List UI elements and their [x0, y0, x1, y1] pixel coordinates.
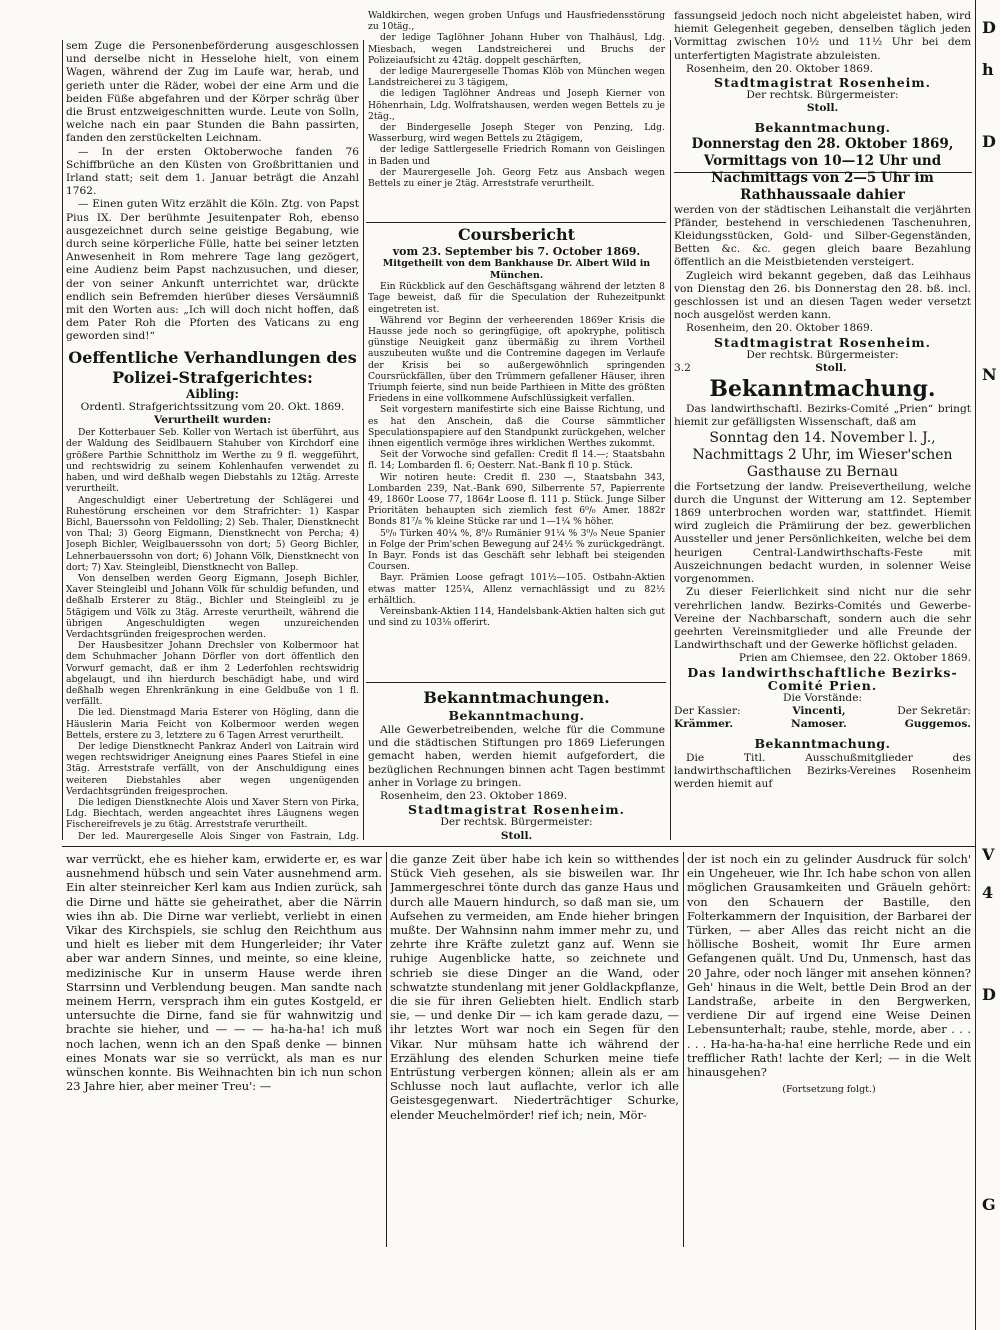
- court-entry: Der ledige Dienstknecht Pankraz Anderl von Laitrain wird wegen rechtswidriger Aneignung eines Paares Stiefel in eine 3täg. Arreststrafe verfällt, von der Anschuldigung eines weiteren Diebstahles aber wegen ungenügenden Verdachtsgründen freigesprochen.: [66, 740, 359, 797]
- coursbericht-title: Coursbericht: [457, 225, 576, 244]
- event-date: Sonntag den 14. November l. J., Nachmittags 2 Uhr, im Wieser'schen Gasthause zu Bernau: [692, 429, 953, 480]
- edge-glyph: N: [982, 365, 997, 384]
- signature-row: [674, 705, 971, 718]
- signature-magistrat: Stadtmagistrat Rosenheim.: [407, 802, 626, 818]
- coursbericht-date: vom 23. September bis 7. October 1869.: [392, 245, 641, 258]
- court-entry: Angeschuldigt einer Uebertretung der Schlägerei und Ruhestörung erscheinen vor dem Strafrichter: 1) Kaspar Bichl, Bauerssohn von Feldolling; 2) Seb. Thaler, Dienstknecht von Thal; 3) Georg Eigmann, Dienstknecht von Percha; 4) Joseph Bichler, Weiglbauerssohn von dort; 5) Georg Bichler, Lehnerbauerssohn von dort; 6) Johann Völk, Dienstknecht von dort; 7) Xav. Steingleibl, Dienstknecht von Ballep.: [66, 494, 359, 573]
- court-entry: der Maurergeselle Joh. Georg Fetz aus Ansbach wegen Bettels zu einer je 2täg. Arreststrafe verurtheilt.: [368, 166, 665, 190]
- column-rule: [683, 852, 684, 1247]
- section-heading: Oeffentliche Verhandlungen des Polizei-Strafgerichtes:: [68, 347, 357, 387]
- section-rule: [62, 846, 975, 847]
- announcement-text: Zugleich wird bekannt gegeben, daß das Leihhaus von Dienstag den 26. bis Donnerstag den 28. bß. incl. geschlossen ist und an diesen Tagen weder versetzt noch ausgelöst werden kann.: [674, 269, 971, 322]
- signature-cell: Guggemos.: [904, 718, 971, 731]
- article-text: sem Zuge die Personenbeförderung ausgeschlossen und derselbe nicht in Hesselohe hielt, von einem Wagen, während der Zug im Laufe war, herab, und gerieth unter die Räder, wobei der eine Arm und die beiden Füße abgefahren und der Körper schräg über die Brust entzweigeschnitten wurde. Leute von Solln, welche nach ein paar Stunden die Bahn passirten, fanden den zerstückelten Leichnam.: [66, 40, 359, 145]
- column-2-coursbericht: [368, 225, 665, 680]
- announcement-text: die Fortsetzung der landw. Preisevertheilung, welche durch die Ungunst der Witterung am 12. September 1869 unterbrochen worden war, stattfindet. Hiemit wird zugleich die Prämiirung der bez. gewerblichen Aussteller und jener Persönlichkeiten, welche bei dem heurigen Central-Landwirthschafts-Feste mit Auszeichnungen bedacht wurden, in solenner Weise vorgenommen.: [674, 480, 971, 586]
- column-rule: [975, 0, 976, 1330]
- announcement-heading: Bekanntmachung.: [754, 119, 891, 135]
- signature-magistrat: Stadtmagistrat Rosenheim.: [713, 334, 932, 350]
- announcement-text: werden von der städtischen Leihanstalt die verjährten Pfänder, bestehend in verschiedenen Taschenuhren, Kleidungsstücken, Gold- und Silber-Gegenständen, Betten &c. &c. gegen gleich baare Bezahlung öffentlich an die Meistbietenden versteigert.: [674, 203, 971, 269]
- signature-title: Der rechtsk. Bürgermeister:: [746, 89, 899, 102]
- signature-row: [674, 718, 971, 731]
- signature-cell: Namoser.: [791, 718, 847, 731]
- announcement-text: Zu dieser Feierlichkeit sind nicht nur die sehr verehrlichen landw. Bezirks-Comités und Gewerbe-Vereine der Nachbarschaft, sondern auch die sehr geehrten Vereinsmitglieder und alle Freunde der Landwirthschaft und der Gewerke höflichst geladen.: [674, 586, 971, 652]
- edge-glyph: D: [982, 18, 996, 37]
- section-rule: [366, 222, 666, 223]
- adjacent-page-edge: [980, 0, 1000, 1330]
- announcements-title: Bekanntmachungen.: [423, 688, 610, 707]
- signature-title: Der rechtsk. Bürgermeister:: [746, 348, 899, 361]
- court-entry: der Bindergeselle Joseph Steger von Penzing, Ldg. Wasserburg, wird wegen Bettels zu 2tägigem,: [368, 122, 665, 145]
- article-text: — In der ersten Oktoberwoche fanden 76 Schiffbrüche an den Küsten von Großbrittanien und Irland statt; seit dem 1. Januar beträgt die Anzahl 1762.: [66, 145, 359, 198]
- auction-date: Donnerstag den 28. Oktober 1869, Vormittags von 10—12 Uhr und Nachmittags von 2—5 Uhr im Rathhaussaale dahier: [691, 135, 954, 203]
- court-entry: Die led. Dienstmagd Maria Esterer von Högling, dann die Häuslerin Maria Feicht von Kolbermoor werden wegen Bettels, erstere zu 3, letztere zu 6 Tagen Arrest verurtheilt.: [66, 707, 359, 741]
- story-column-2: [390, 852, 679, 1247]
- announcement-heading: Bekanntmachung.: [448, 708, 585, 723]
- story-column-1: [66, 852, 382, 1247]
- course-text: 5⁰/₀ Türken 40¼ %, 8⁰/₀ Rumänier 91¼ % 3⁰/₀ Neue Spanier in Folge der Prim'schen Bewegung auf 24½ % zurückgedrängt. In Bayr. Fonds ist das Geschäft sehr lebhaft bei steigenden Coursen.: [368, 527, 665, 573]
- story-text: war verrückt, ehe es hieher kam, erwiderte er, es war ausnehmend hübsch und sein Vater ausnehmend arm. Ein alter steinreicher Kerl kam aus Indien zurück, sah die Dirne und hätte sie geheirathet, aber die Närrin wies ihn ab. Die Dirne war verliebt, verliebt in einen Vikar des Kirchspiels, sie schlug den Reichthum aus und hielt es lieber mit dem Hungerleider; ihr Vater aber war andern Sinnes, und meinte, so eine kleine, medizinische Kur in unserm Hause werde ihren Starrsinn und Verblendung beugen. Man sandte nach meinem Herrn, versprach ihm ein gutes Kostgeld, er untersuchte die Dirne, fand sie für wahnwitzig und brachte sie hieher, und — — — ha-ha-ha! ich muß noch lachen, wenn ich an den Spaß denke — binnen eines Monats war sie so verrückt, als man es nur wünschen konnte. Bis Weihnachten bin ich nun schon 23 Jahre hier, aber meiner Treu': —: [66, 852, 382, 1094]
- announcement-date: Rosenheim, den 20. Oktober 1869.: [686, 322, 874, 335]
- court-entry: die ledigen Taglöhner Andreas und Joseph Kierner von Höhenrhain, Ldg. Wolfratshausen, werden wegen Bettels zu je 2täg.,: [368, 88, 665, 122]
- column-2-announcements: [368, 688, 665, 842]
- announcement-text: Die Titl. Ausschußmitglieder des landwirthschaftlichen Bezirks-Vereines Rosenheim werden hiemit auf: [674, 751, 971, 790]
- announcement-heading-large: Bekanntmachung.: [709, 376, 936, 403]
- signature-cell: Krämmer.: [674, 718, 734, 731]
- court-entry: Waldkirchen, wegen groben Unfugs und Hausfriedensstörung zu 10täg.,: [368, 10, 665, 33]
- signature-title: Die Vorstände:: [782, 691, 863, 704]
- column-1: [66, 40, 359, 842]
- course-text: Vereinsbank-Aktien 114, Handelsbank-Aktien halten sich gut und sind zu 103⅛ offerirt.: [368, 606, 665, 629]
- signature-title: Der rechtsk. Bürgermeister:: [440, 816, 593, 829]
- court-entry: Der Kotterbauer Seb. Koller von Wertach ist überführt, aus der Waldung des Seidlbauern Stahuber von Kirchdorf eine größere Parthie Schnittholz im Werthe zu 9 fl. weggeführt, und rechtswidrig zu seinem Kohlenhaufen verwendet zu haben, und wird deßhalb wegen Diebstahls zu 12täg. Arreste verurtheilt.: [66, 427, 359, 495]
- signature-name: Stoll.: [500, 829, 533, 842]
- edge-glyph: V: [982, 845, 995, 864]
- column-2-top: [368, 10, 665, 220]
- article-text: — Einen guten Witz erzählt die Köln. Ztg. von Papst Pius IX. Der berühmte Jesuitenpater Roh, ebenso ausgezeichnet durch seine geistige Begabung, wie durch seine körperliche Fülle, hatte bei seiner letzten Anwesenheit in Rom mehrere Tage lang gezögert, eine Audienz beim Papst nachzusuchen, und dieser, der von seiner Ankunft unterrichtet war, drückte endlich sein Befremden hierüber dieses Versäumniß mit den Worten aus: „Ich will doch nicht hoffen, daß dem Pater Roh die Pforten des Vaticans zu eng geworden sind!“: [66, 198, 359, 343]
- edge-glyph: D: [982, 985, 996, 1004]
- signature-name: Stoll.: [806, 102, 839, 115]
- court-entry: Der led. Maurergeselle Alois Singer von Fastrain, Ldg.: [78, 830, 359, 842]
- edge-glyph: h: [982, 60, 994, 79]
- announcement-date: Rosenheim, den 20. Oktober 1869.: [686, 62, 874, 75]
- announcement-date: Prien am Chiemsee, den 22. Oktober 1869.: [738, 652, 971, 665]
- announcement-text: Alle Gewerbetreibenden, welche für die Commune und die städtischen Stiftungen pro 1869 Lieferungen gemacht haben, werden hiemit aufgefordert, die bezüglichen Rechnungen binnen acht Tagen bestimmt anher in Vorlage zu bringen.: [368, 724, 665, 789]
- coursbericht-source: Mitgetheilt von dem Bankhause Dr. Albert Wild in München.: [382, 258, 651, 281]
- column-rule: [386, 852, 387, 1247]
- court-entry: der ledige Sattlergeselle Friedrich Romann von Geislingen in Baden und: [368, 144, 665, 167]
- edge-glyph: 4: [982, 883, 994, 902]
- session-line: Ordentl. Strafgerichtssitzung vom 20. Okt. 1869.: [80, 400, 345, 413]
- column-rule: [670, 40, 671, 840]
- edge-glyph: G: [982, 1195, 996, 1214]
- course-text: Bayr. Prämien Loose gefragt 101½—105. Ostbahn-Aktien etwas matter 125¼, Allenz vernachlässigt und zu 82½ erhältlich.: [368, 572, 665, 606]
- announcement-heading: Bekanntmachung.: [754, 735, 891, 751]
- court-entry: Der Hausbesitzer Johann Drechsler von Kolbermoor hat dem Schuhmacher Johann Dörfler von dort öffentlich den Vorwurf gemacht, daß er ihm 2 Lederfohlen rechtswidrig abgelaugt, und ihn hierdurch beschädigt habe, und wird deßhalb wegen Ehrenkränkung in eine Geldbuße von 1 fl. verfällt.: [66, 640, 359, 708]
- story-column-3: [687, 852, 971, 1247]
- court-entry: Die ledigen Dienstknechte Alois und Xaver Stern von Pirka, Ldg. Biechtach, werden angeachtet ihres Läugnens wegen Fischereifrevels je zu 6täg. Arreststrafe verurtheilt.: [66, 796, 359, 831]
- continuation-note: (Fortsetzung folgt.): [782, 1084, 876, 1096]
- announcement-text: Das landwirthschaftl. Bezirks-Comité „Prien“ bringt hiemit zur gefälligsten Wissenschaft, daß am: [674, 403, 971, 429]
- sentenced-line: Verurtheilt wurden:: [154, 414, 271, 427]
- court-entry: Von denselben werden Georg Eigmann, Joseph Bichler, Xaver Steingleibl und Johann Völk für schuldig befunden, und deßhalb Ersterer zu 8täg., Bichler und Steingleibl zu je 5tägigem und Völk zu 3täg. Arreste verurtheilt, während die übrigen Angeschuldigten wegen unzureichenden Verdachtsgründen freigesprochen werden.: [66, 572, 359, 640]
- signature-cell: Der Kassier:: [674, 705, 741, 718]
- signature-cell: Vincenti,: [792, 705, 846, 718]
- signature-name: Stoll.: [815, 362, 847, 375]
- column-rule: [363, 40, 364, 840]
- signature-cell: Der Sekretär:: [897, 705, 971, 718]
- place-heading: Aibling:: [186, 386, 239, 401]
- section-rule: [366, 682, 666, 683]
- story-text: der ist noch ein zu gelinder Ausdruck für solch' ein Ungeheuer, wie Ihr. Ich habe schon von allen möglichen Grausamkeiten und Gräueln gehört: von den Schauern der Bastille, den Folterkammern der Inquisition, der Barbarei der Türken, — aber Alles das reicht nicht an die höllische Bosheit, womit Ihr Eure armen Gefangenen quält. Und Du, Unmensch, hast das 20 Jahre, oder noch länger mit ansehen können? Geh' hinaus in die Welt, bettle Dein Brod an der Landstraße, arbeite in den Bergwerken, verdiene Dir auf irgend eine Weise Deinen Lebensunterhalt; raube, stehle, morde, aber . . . . . . Ha-ha-ha-ha-ha! eine herrliche Rede und ein trefflicher Rath! lachte der Kerl; — in die Welt hinausgehen?: [687, 852, 971, 1080]
- court-entry: der ledige Maurergeselle Thomas Klöb von München wegen Landstreicherei zu 3 tägigem,: [368, 66, 665, 89]
- course-text: Während vor Beginn der verheerenden 1869er Krisis die Hausse jede noch so geringfügige, oft apokryphe, politisch günstige Neuigkeit ganz übermäßig zu ihrem Vortheil auszubeuten wußte und die Contremine dagegen im Verlaufe der Krisis bei so außergewöhnlich springenden Coursrückfällen, über den Trümmern gefallener Häuser, ihren Triumph feierte, sind nun beide Parthieen in Mitte des größten Friedens in eine vollkommene Aufschlüssigkeit verfallen.: [368, 314, 665, 405]
- signature-magistrat: Stadtmagistrat Rosenheim.: [713, 75, 932, 91]
- course-text: Seit der Vorwoche sind gefallen: Credit fl 14.—; Staatsbahn fl. 14; Lombarden fl. 6; Oesterr. Nat.-Bank fl 10 p. Stück.: [368, 449, 665, 472]
- column-rule: [62, 40, 63, 840]
- column-3: [674, 10, 971, 842]
- announcement-date: Rosenheim, den 23. Oktober 1869.: [380, 790, 568, 803]
- course-text: Seit vorgestern manifestirte sich eine Baisse Richtung, und es hat den Anschein, daß die Course sämmtlicher Speculationspapiere auf den Standpunkt zurückgehen, welcher ihnen eigentlich vermöge ihres wirklichen Werthes zukommt.: [368, 404, 665, 450]
- story-text: die ganze Zeit über habe ich kein so witthendes Stück Vieh gesehen, als sie bisweilen war. Ihr Jammergeschrei tönte durch das ganze Haus und durch alle Mauern hindurch, so daß man sie, um Aufsehen zu vermeiden, am Ende hieher bringen mußte. Der Wahnsinn nahm immer mehr zu, und zehrte ihre Kräfte zuletzt ganz auf. Wenn sie ruhige Augenblicke hatte, so zeichnete und schrieb sie diese Dinger an die Wand, oder schwatzte stundenlang mit jener Goldlackpflanze, die sie für ihren Geliebten hielt. Endlich starb sie, — und denke Dir — ich kam gerade dazu, — ihr letztes Wort war noch ein Segen für den Vikar. Nur mühsam hatte ich während der Erzählung des elenden Schurken meine tiefe Entrüstung verbergen können; allein als er am Schlusse noch laut auflachte, verlor ich alle Geistesgegenwart. Niederträchtiger Schurke, elender Meuchelmörder! rief ich; nein, Mör-: [390, 852, 679, 1122]
- edge-glyph: D: [982, 132, 996, 151]
- course-text: Wir notiren heute: Credit fl. 230 —, Staatsbahn 343, Lombarden 239, Nat.-Bank 690, Silberrente 57, Papierrente 49, 1860r Loose 77, 1864r Loose fl. 111 p. Stück. Junge Silber Prioritäten behaupten sich ziemlich fest 6⁰/₀ Amer. 1882r Bonds 81⁷/₈ % kleine Stücke rar und 1—1¼ % höher.: [368, 471, 665, 528]
- court-entry: der ledige Taglöhner Johann Huber von Thalhäusl, Ldg. Miesbach, wegen Landstreicherei und Bruchs der Polizeiaufsicht zu 42täg. doppelt geschärften,: [368, 32, 665, 66]
- course-text: Ein Rückblick auf den Geschäftsgang während der letzten 8 Tage beweist, daß für die Speculation der Ruhezeitpunkt eingetreten ist.: [368, 281, 665, 315]
- signature-comite: Das landwirthschaftliche Bezirks-Comité Prien.: [687, 664, 958, 693]
- announcement-text: fassungseid jedoch noch nicht abgeleistet haben, wird hiemit Gelegenheit gegeben, denselben täglich jeden Vormittag zwischen 10½ und 11½ Uhr bei dem unterfertigten Magistrate abzuleisten.: [674, 10, 971, 62]
- ad-number: 3.2: [674, 362, 691, 375]
